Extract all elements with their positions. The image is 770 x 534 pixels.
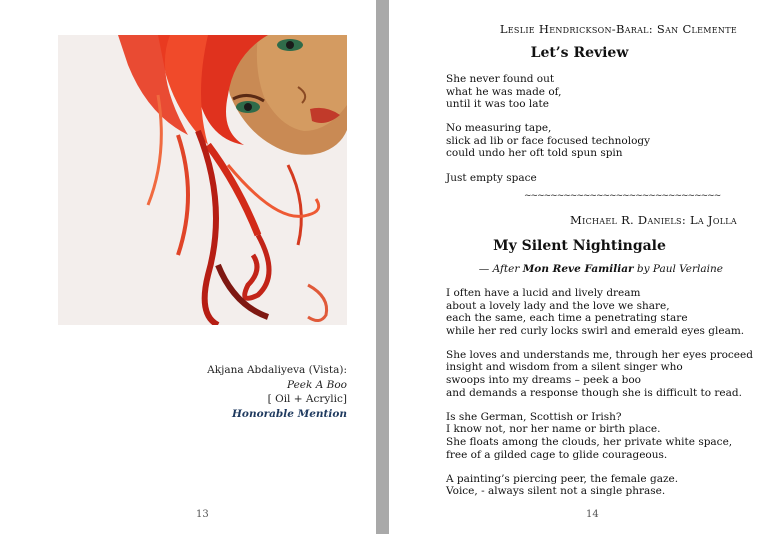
poem-line: I know not, nor her name or birth place. (446, 423, 661, 436)
stanza (446, 122, 650, 160)
poem-line: She floats among the clouds, her private white space, (446, 435, 733, 448)
poem-line: swoops into my dreams – peek a boo (446, 374, 641, 387)
poem-line: until it was too late (446, 98, 549, 111)
poem-author: Michael R. Daniels: La Jolla (570, 213, 737, 227)
poem-line: each the same, each time a penetrating stare (446, 312, 688, 325)
award-label: Honorable Mention (232, 407, 347, 420)
epigraph-suffix: by Paul Verlaine (633, 263, 723, 275)
poem-line: and demands a response though she is difficult to read. (446, 386, 742, 399)
poem-line: A painting’s piercing peer, the female gaze. (446, 472, 679, 485)
poem-line: I often have a lucid and lively dream (446, 287, 641, 299)
artist-name: Akjana Abdaliyeva (Vista): (207, 364, 347, 376)
poem-title: My Silent Nightingale (493, 238, 666, 254)
artwork-credit (207, 363, 347, 421)
portrait-illustration (58, 35, 347, 325)
epigraph-prefix: — After (478, 263, 523, 275)
stanza (446, 473, 753, 498)
poem-title: Let’s Review (530, 45, 629, 61)
page-number: 13 (196, 509, 209, 520)
poem-line: while her red curly locks swirl and emerald eyes gleam. (446, 324, 745, 337)
poem-line: insight and wisdom from a silent singer who (446, 361, 683, 374)
stanza (446, 172, 650, 185)
artwork-medium: [ Oil + Acrylic] (267, 393, 347, 405)
poem-body (446, 287, 753, 509)
poem-author: Leslie Hendrickson-Baral: San Clemente (499, 22, 737, 36)
poem-line: Is she German, Scottish or Irish? (446, 410, 622, 423)
poem-line: free of a gilded cage to glide courageous. (446, 448, 668, 461)
poem-line: Just empty space (446, 171, 537, 184)
artwork-title: Peek A Boo (286, 378, 347, 391)
page-14 (389, 0, 770, 534)
stanza (446, 73, 650, 111)
epigraph-work: Mon Reve Familiar (522, 263, 634, 275)
poem-body (446, 73, 650, 196)
stanza (446, 411, 753, 461)
poem-line: She loves and understands me, through her eyes proceed (446, 348, 753, 361)
stanza (446, 349, 753, 399)
artwork-image (58, 35, 347, 325)
stanza (446, 287, 753, 337)
poem-line: could undo her oft told spun spin (446, 147, 623, 160)
poem-line: about a lovely lady and the love we share, (446, 299, 670, 312)
poem-line: Voice, - always silent not a single phrase. (446, 485, 666, 498)
page-number: 14 (586, 509, 599, 520)
poem-line: slick ad lib or face focused technology (446, 134, 651, 147)
page-13 (0, 0, 376, 534)
poem-line: She never found out (446, 73, 555, 85)
poem-line: what he was made of, (446, 85, 562, 98)
poem-line: No measuring tape, (446, 122, 552, 135)
poem-epigraph (479, 263, 723, 275)
section-divider: ~~~~~~~~~~~~~~~~~~~~~~~~~~~~~~ (524, 191, 721, 201)
